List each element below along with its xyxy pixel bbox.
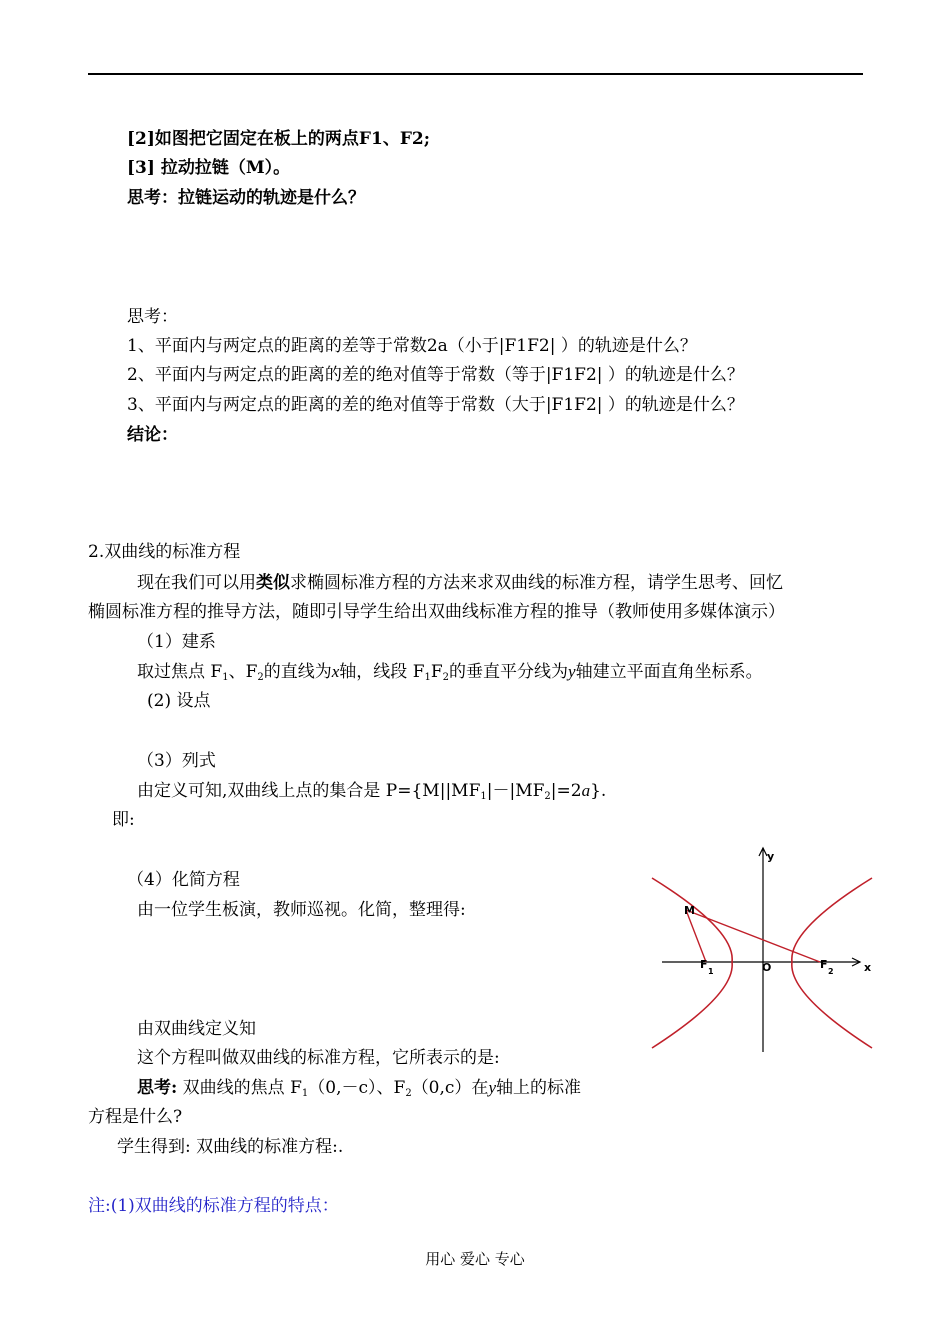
standard-equation-note: 这个方程叫做双曲线的标准方程，它所表示的是: [137, 1048, 500, 1068]
think-text-3: （0,c）在 [411, 1078, 489, 1098]
step-coordinate-system: （1）建系 [137, 632, 216, 652]
coord-text-7: 轴建立平面直角坐标系。 [575, 662, 763, 682]
focus-f1-subscript: 1 [708, 967, 714, 976]
think-sub-1: 1 [301, 1088, 309, 1099]
coord-text-6: 的垂直平分线为 [449, 662, 569, 682]
coord-sub-1: 1 [222, 672, 229, 683]
coord-text-1: 取过焦点 F [137, 662, 223, 682]
conclusion-label: 结论： [127, 425, 178, 445]
hyperbola-figure [640, 840, 880, 1060]
step-list-equation: （3）列式 [137, 751, 216, 771]
think-text-1: 双曲线的焦点 F [177, 1078, 302, 1098]
focus-f2-subscript: 2 [828, 967, 834, 976]
set-text-4: }. [590, 781, 607, 801]
coord-x-var: x [331, 662, 340, 681]
intro-paragraph-line-1 [137, 572, 783, 594]
coord-text-3: 的直线为 [263, 662, 332, 682]
header-rule [88, 73, 863, 75]
set-text-3: |=2 [550, 781, 582, 801]
step-3-text: [3] 拉动拉链（M）。 [127, 158, 291, 178]
set-text-1: 由定义可知,双曲线上点的集合是 P={M||MF [137, 781, 481, 801]
think-label: 思考: [137, 1078, 178, 1098]
y-axis-label: y [767, 850, 775, 863]
think-question-2 [137, 1077, 581, 1099]
set-sub-2: 2 [544, 791, 551, 802]
coord-text-2: 、F [228, 662, 258, 682]
note-heading: 注:(1)双曲线的标准方程的特点： [88, 1196, 339, 1216]
simplify-description: 由一位学生板演，教师巡视。化简，整理得: [137, 900, 466, 920]
think-heading: 思考： [127, 307, 178, 327]
focus-f2-label: F [820, 958, 828, 971]
focus-f1-label: F [700, 958, 708, 971]
think-sub-2: 2 [405, 1088, 412, 1099]
origin-label: O [762, 961, 772, 974]
coordinate-description [137, 661, 763, 683]
intro-text-a: 现在我们可以用 [137, 573, 256, 593]
hyperbola-right-branch [792, 878, 872, 1048]
x-axis-label: x [864, 961, 872, 974]
think-question-2-cont: 方程是什么? [88, 1107, 183, 1127]
section-heading: 2.双曲线的标准方程 [88, 542, 241, 562]
coord-y-var: y [568, 662, 576, 681]
set-text-2: |－|MF [486, 781, 545, 801]
definition-note: 由双曲线定义知 [137, 1019, 256, 1039]
think-text-2: （0,－c）、F [308, 1078, 406, 1098]
coord-text-4: 轴，线段 F [339, 662, 425, 682]
coord-sub-4: 2 [442, 672, 450, 683]
set-sub-1: 1 [480, 791, 487, 802]
question-2: 2、平面内与两定点的距离的差的绝对值等于常数（等于|F1F2| ）的轨迹是什么？ [127, 365, 744, 385]
point-m-label: M [684, 904, 695, 917]
intro-text-c: 求椭圆标准方程的方法来求双曲线的标准方程，请学生思考、回忆 [290, 573, 783, 593]
page-footer: 用心 爱心 专心 [425, 1250, 525, 1268]
question-1: 1、平面内与两定点的距离的差等于常数2a（小于|F1F2| ）的轨迹是什么？ [127, 336, 697, 356]
think-y-var: y [488, 1078, 496, 1097]
coord-sub-3: 1 [424, 672, 431, 683]
student-answer: 学生得到: 双曲线的标准方程:. [117, 1137, 344, 1157]
segment-mf1 [686, 910, 706, 962]
intro-text-bold: 类似 [256, 573, 290, 593]
think-question-1: 思考：拉链运动的轨迹是什么？ [127, 188, 365, 208]
intro-paragraph-line-2: 椭圆标准方程的推导方法，随即引导学生给出双曲线标准方程的推导（教师使用多媒体演示） [88, 602, 785, 622]
question-3: 3、平面内与两定点的距离的差的绝对值等于常数（大于|F1F2| ）的轨迹是什么？ [127, 395, 744, 415]
think-text-4: 轴上的标准 [495, 1078, 581, 1098]
set-definition [137, 780, 606, 802]
step-2-text: [2]如图把它固定在板上的两点F1、F2; [127, 129, 430, 149]
set-a-var: a [581, 781, 591, 800]
step-simplify: （4）化简方程 [127, 870, 240, 890]
coord-text-5: F [430, 662, 443, 682]
step-set-point: (2) 设点 [147, 691, 211, 711]
coord-sub-2: 2 [257, 672, 264, 683]
namely-label: 即: [112, 810, 135, 830]
